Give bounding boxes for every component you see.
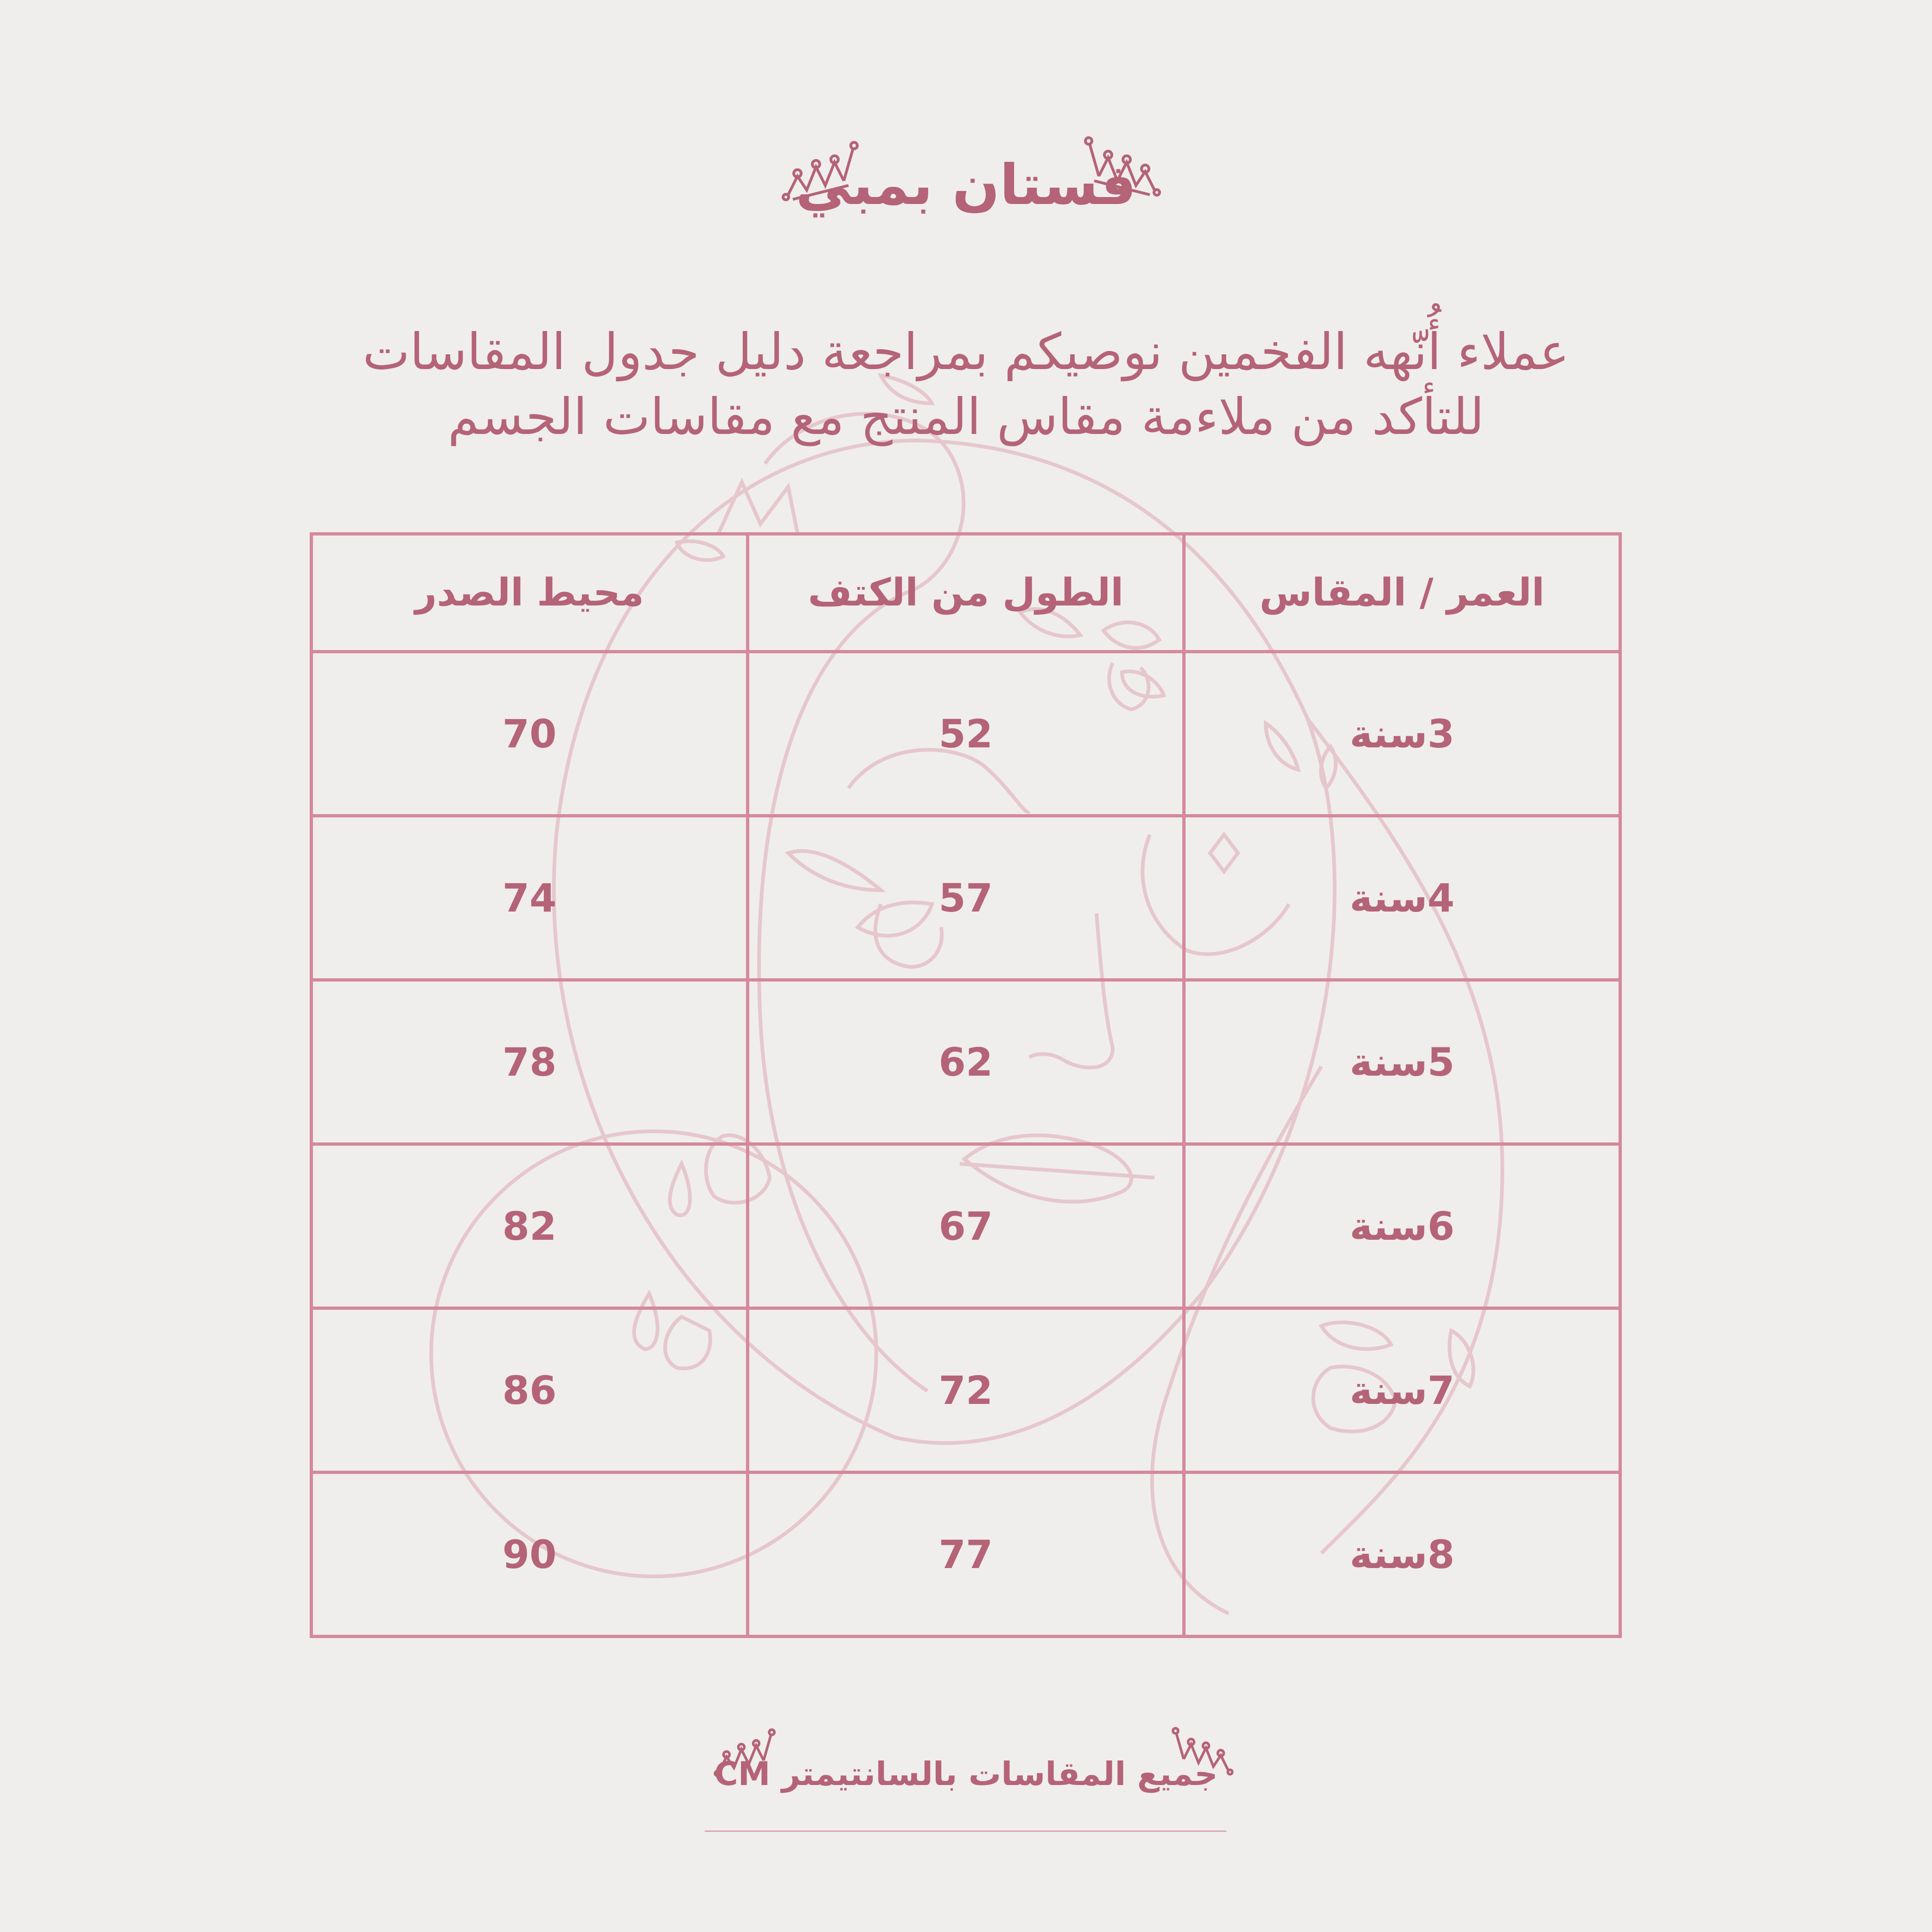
age-cell — [1184, 980, 1620, 1144]
table-row — [312, 980, 1620, 1144]
age-number: 8 — [1427, 1531, 1455, 1577]
crown-right-icon — [1071, 130, 1164, 209]
crown-right-small-icon — [1161, 1721, 1236, 1786]
header-chest: محيط الصدر — [312, 534, 748, 652]
intro-line-1: عملاء أُنّهه الفخمين نوصيكم بمراجعة دليل جدول المقاسات — [363, 323, 1569, 381]
chest-cell: 70 — [312, 652, 748, 816]
age-cell — [1184, 652, 1620, 816]
table-row — [312, 816, 1620, 980]
age-cell — [1184, 1308, 1620, 1473]
length-cell: 62 — [748, 980, 1184, 1144]
age-unit: سنة — [1349, 1203, 1428, 1249]
crown-left-icon — [779, 134, 872, 213]
chest-cell: 74 — [312, 816, 748, 980]
length-cell: 72 — [748, 1308, 1184, 1473]
age-unit: سنة — [1349, 711, 1428, 757]
size-table — [310, 532, 1622, 1638]
table-row — [312, 1308, 1620, 1473]
age-cell — [1184, 1144, 1620, 1308]
intro-line-2: للتأكد من ملاءمة مقاس المنتج مع مقاسات الجسم — [447, 388, 1485, 446]
age-unit: سنة — [1349, 1531, 1428, 1577]
chest-cell: 78 — [312, 980, 748, 1144]
footer-block — [0, 1755, 1932, 1793]
chest-cell: 90 — [312, 1473, 748, 1637]
length-cell: 67 — [748, 1144, 1184, 1308]
age-number: 6 — [1427, 1203, 1455, 1249]
page-title: فستان بمبي — [796, 153, 1136, 217]
table-header-row — [312, 534, 1620, 652]
age-number: 5 — [1427, 1039, 1455, 1085]
title-block — [0, 153, 1932, 217]
length-cell: 57 — [748, 816, 1184, 980]
footer-note: جميع المقاسات بالسانتيمتر CM — [714, 1755, 1218, 1793]
age-number: 4 — [1427, 875, 1455, 921]
chest-cell: 86 — [312, 1308, 748, 1473]
header-age-size: العمر / المقاس — [1184, 534, 1620, 652]
table-row — [312, 1144, 1620, 1308]
table-row — [312, 652, 1620, 816]
age-unit: سنة — [1349, 875, 1428, 921]
age-number: 7 — [1427, 1367, 1455, 1413]
length-cell: 52 — [748, 652, 1184, 816]
chest-cell: 82 — [312, 1144, 748, 1308]
footer-divider — [705, 1830, 1226, 1832]
length-cell: 77 — [748, 1473, 1184, 1637]
age-cell — [1184, 816, 1620, 980]
age-cell — [1184, 1473, 1620, 1637]
age-unit: سنة — [1349, 1039, 1428, 1085]
age-unit: سنة — [1349, 1367, 1428, 1413]
intro-text — [278, 320, 1654, 450]
age-number: 3 — [1427, 711, 1455, 757]
header-length: الطول من الكتف — [748, 534, 1184, 652]
table-row — [312, 1473, 1620, 1637]
